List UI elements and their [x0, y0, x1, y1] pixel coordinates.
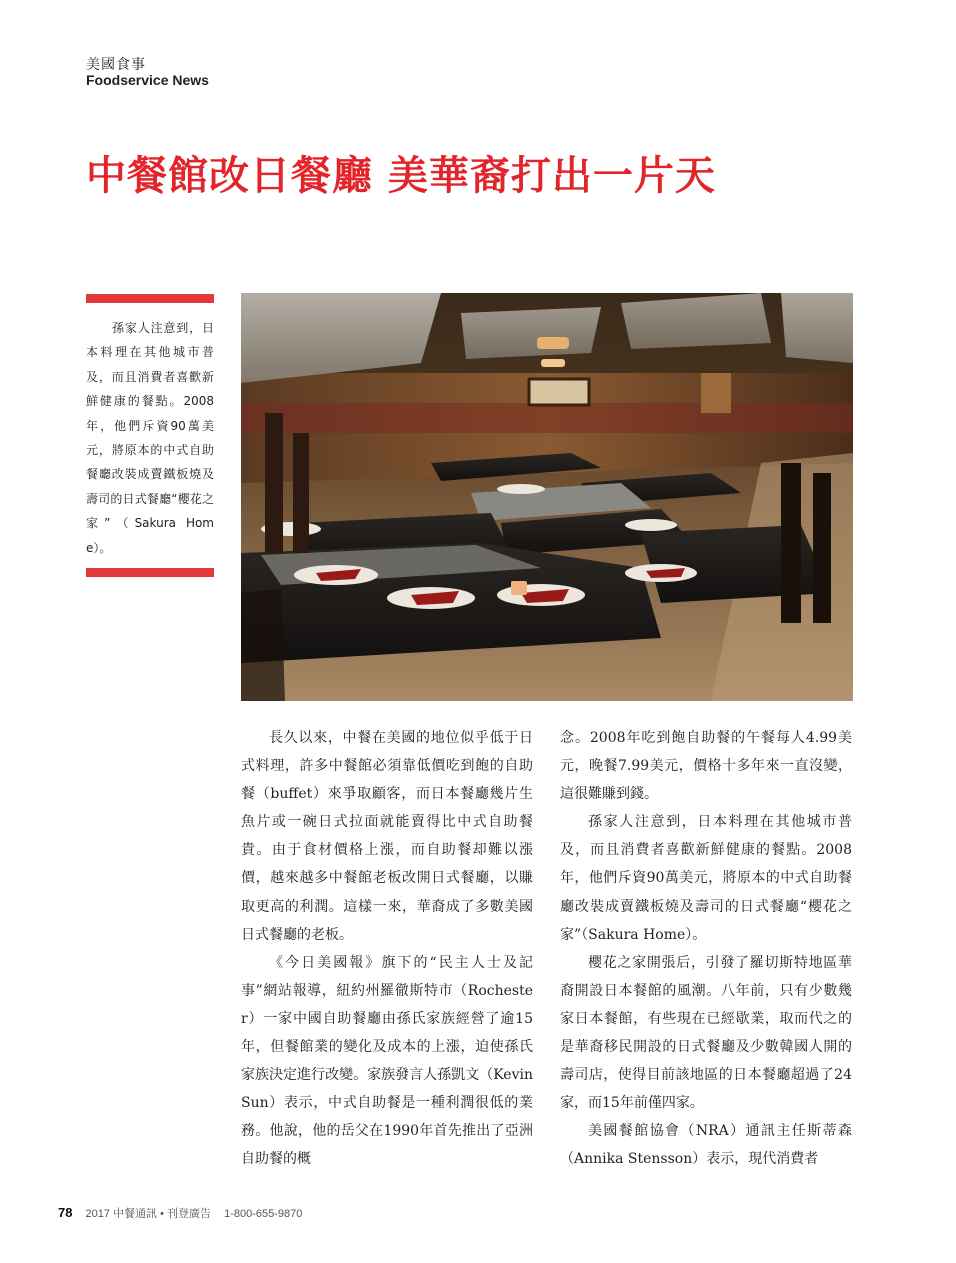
advertising-phone: 1-800-655-9870: [224, 1208, 303, 1220]
section-label-chinese: 美國食事: [86, 57, 146, 73]
article-paragraph: 長久以來，中餐在美國的地位似乎低于日式料理，許多中餐館必須靠低價吃到飽的自助餐（buffet）來爭取顧客，而日本餐廳幾片生魚片或一碗日式拉面就能賣得比中式自助餐貴。由于食材價格上漲，而自助餐却難以漲價，越來越多中餐館老板改開日式餐廳，以賺取更高的利潤。這樣一來，華裔成了多數美國日式餐廳的老板。: [241, 730, 533, 943]
publication-credit: 2017 中餐通訊 • 刊登廣告: [85, 1208, 212, 1220]
pull-quote: 孫家人注意到，日本料理在其他城市普及，而且消費者喜歡新鮮健康的餐點。2008年，他們斥資90萬美元，將原本的中式自助餐廳改裝成賣鐵板燒及壽司的日式餐廳“櫻花之家”（Sakura Home）。: [86, 321, 214, 555]
article-paragraph: 櫻花之家開張后，引發了羅切斯特地區華裔開設日本餐館的風潮。八年前，只有少數幾家日本餐館，有些現在已經歇業，取而代之的是華裔移民開設的日式餐廳及少數韓國人開的壽司店，使得目前該地區的日本餐廳超過了24家，而15年前僅四家。: [560, 954, 852, 1112]
page-footer: [58, 1205, 302, 1221]
article-paragraph-continued: 念。2008年吃到飽自助餐的午餐每人4.99美元，晚餐7.99美元，價格十多年來一直沒變，這很難賺到錢。: [560, 730, 852, 803]
pull-quote-bottom-rule: [86, 568, 214, 577]
article-paragraph: 孫家人注意到，日本料理在其他城市普及，而且消費者喜歡新鮮健康的餐點。2008年，他們斥資90萬美元，將原本的中式自助餐廳改裝成賣鐵板燒及壽司的日式餐廳“櫻花之家”（Sakura Home）。: [560, 814, 852, 943]
restaurant-photo: [241, 293, 853, 701]
article-column-left: [241, 724, 533, 1174]
section-label-english: Foodservice News: [86, 72, 209, 88]
article-paragraph: 美國餐館協會（NRA）通訊主任斯蒂森（Annika Stensson）表示，現代消費者: [560, 1123, 852, 1168]
page-number: 78: [58, 1205, 73, 1220]
article-column-right: [560, 724, 852, 1174]
pull-quote-top-rule: [86, 294, 214, 303]
article-paragraph: 《今日美國報》旗下的“民主人士及記事”網站報導，紐約州羅徹斯特市（Rochester）一家中國自助餐廳由孫氏家族經營了逾15年，但餐館業的變化及成本的上漲，迫使孫氏家族決定進行改變。家族發言人孫凱文（Kevin Sun）表示，中式自助餐是一種利潤很低的業務。他說，他的岳父在1990年首先推出了亞洲自助餐的概: [241, 954, 533, 1168]
article-headline: 中餐館改日餐廳 美華裔打出一片天: [86, 152, 716, 199]
